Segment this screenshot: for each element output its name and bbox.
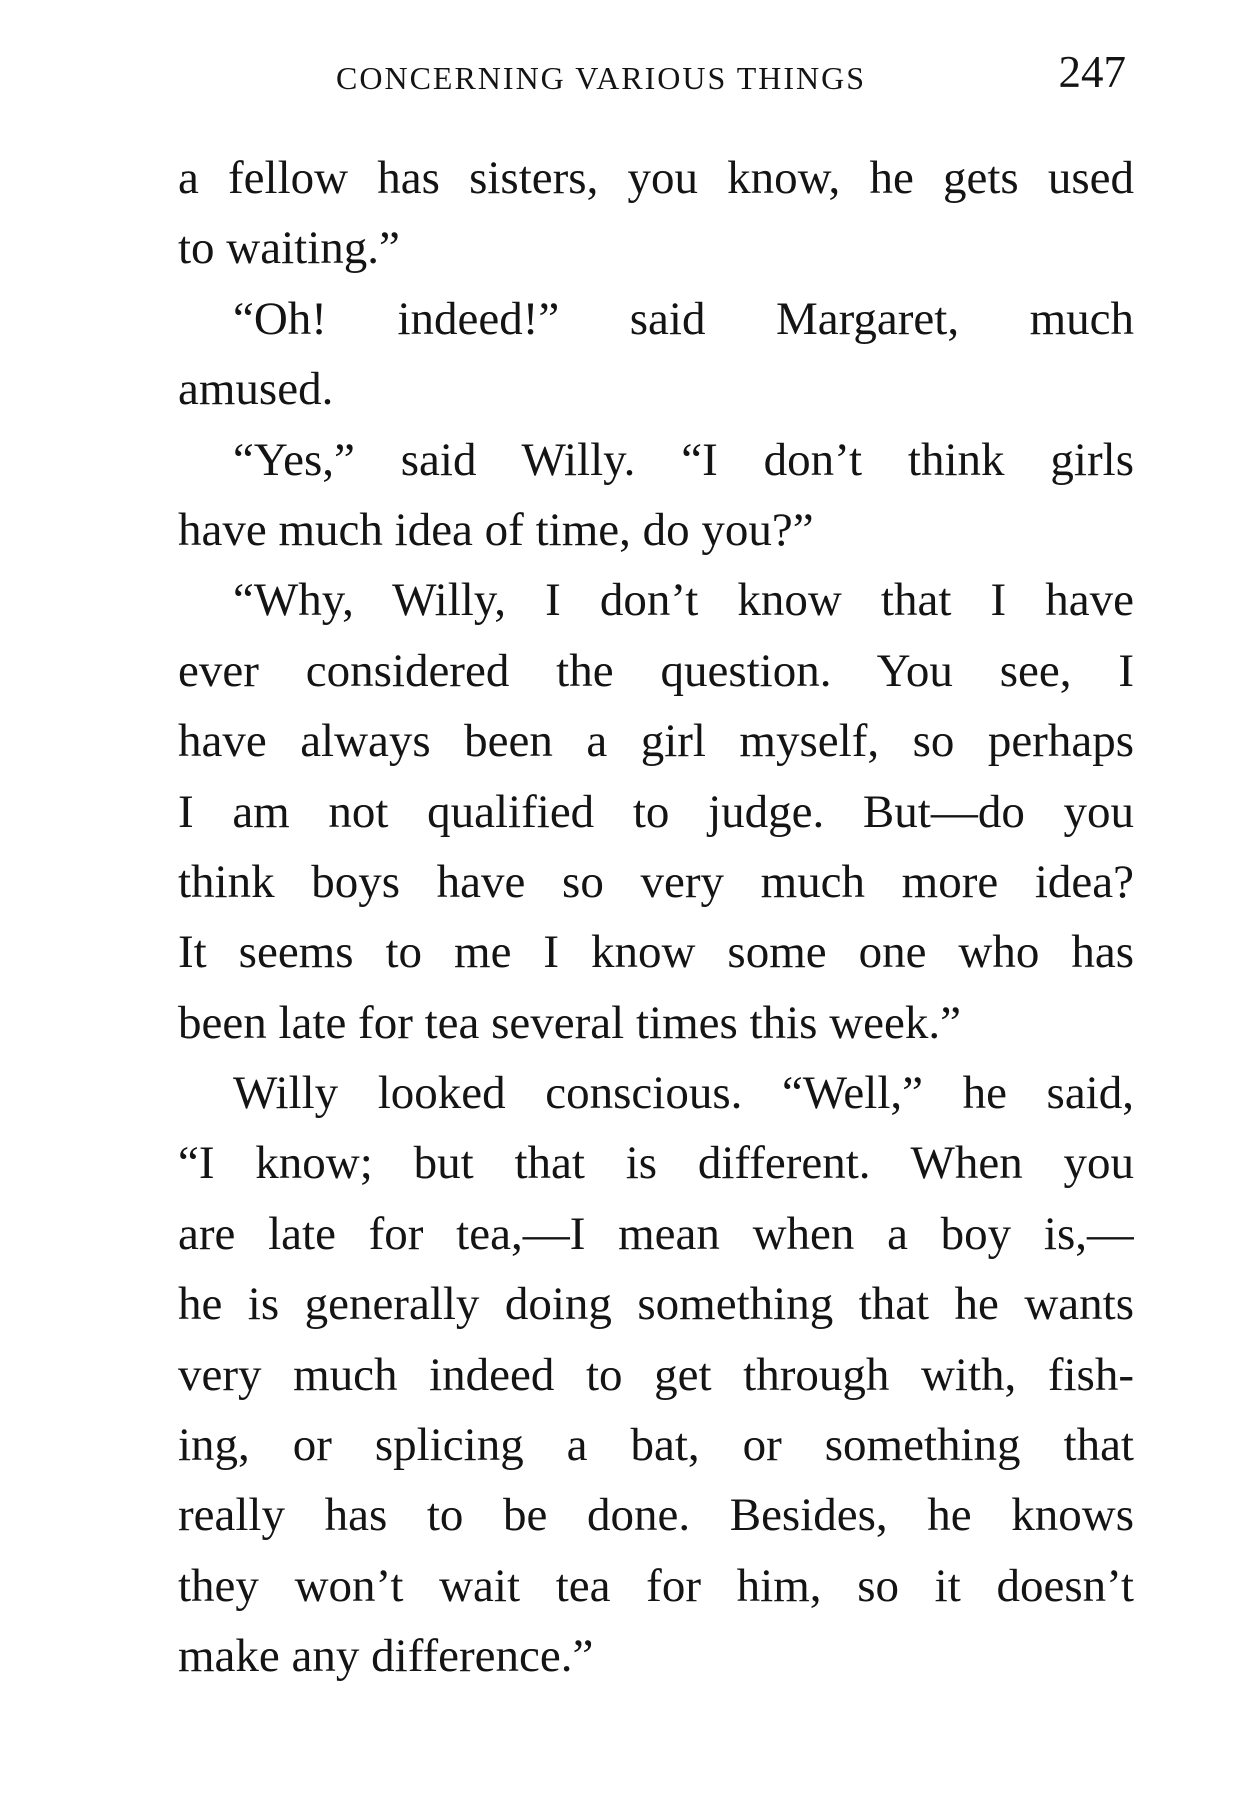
text-line: think boys have so very much more idea? — [178, 855, 1134, 908]
text-line: they won’t wait tea for him, so it doesn’t — [178, 1559, 1134, 1612]
text-line: are late for tea,—I mean when a boy is,— — [178, 1207, 1134, 1260]
text-line: have always been a girl myself, so perhaps — [178, 715, 1134, 768]
text-line: It seems to me I know some one who has — [178, 926, 1134, 979]
text-line: a fellow has sisters, you know, he gets used — [178, 152, 1134, 204]
page-number: 247 — [1058, 47, 1126, 97]
text-line: been late for tea several times this week.” — [178, 996, 961, 1049]
text-line: ever considered the question. You see, I — [178, 644, 1134, 697]
text-line: very much indeed to get through with, fish- — [178, 1348, 1134, 1401]
running-head — [336, 46, 1126, 96]
text-line: “Oh! indeed!” said Margaret, much — [233, 292, 1134, 345]
text-line: “I know; but that is different. When you — [178, 1137, 1134, 1190]
text-line: I am not qualified to judge. But—do you — [178, 785, 1134, 838]
body-text — [178, 143, 1134, 1692]
running-title: CONCERNING VARIOUS THINGS — [336, 60, 867, 96]
text-line: ing, or splicing a bat, or something that — [178, 1419, 1134, 1472]
text-line: have much idea of time, do you?” — [178, 503, 814, 556]
text-line: make any difference.” — [178, 1630, 594, 1683]
text-line: “Yes,” said Willy. “I don’t think girls — [233, 433, 1134, 486]
text-line: Willy looked conscious. “Well,” he said, — [233, 1067, 1134, 1120]
text-line: to waiting.” — [178, 222, 400, 275]
text-line: amused. — [178, 363, 334, 416]
text-line: he is generally doing something that he wants — [178, 1278, 1134, 1331]
text-line: “Why, Willy, I don’t know that I have — [233, 574, 1134, 627]
text-line: really has to be done. Besides, he knows — [178, 1489, 1134, 1542]
